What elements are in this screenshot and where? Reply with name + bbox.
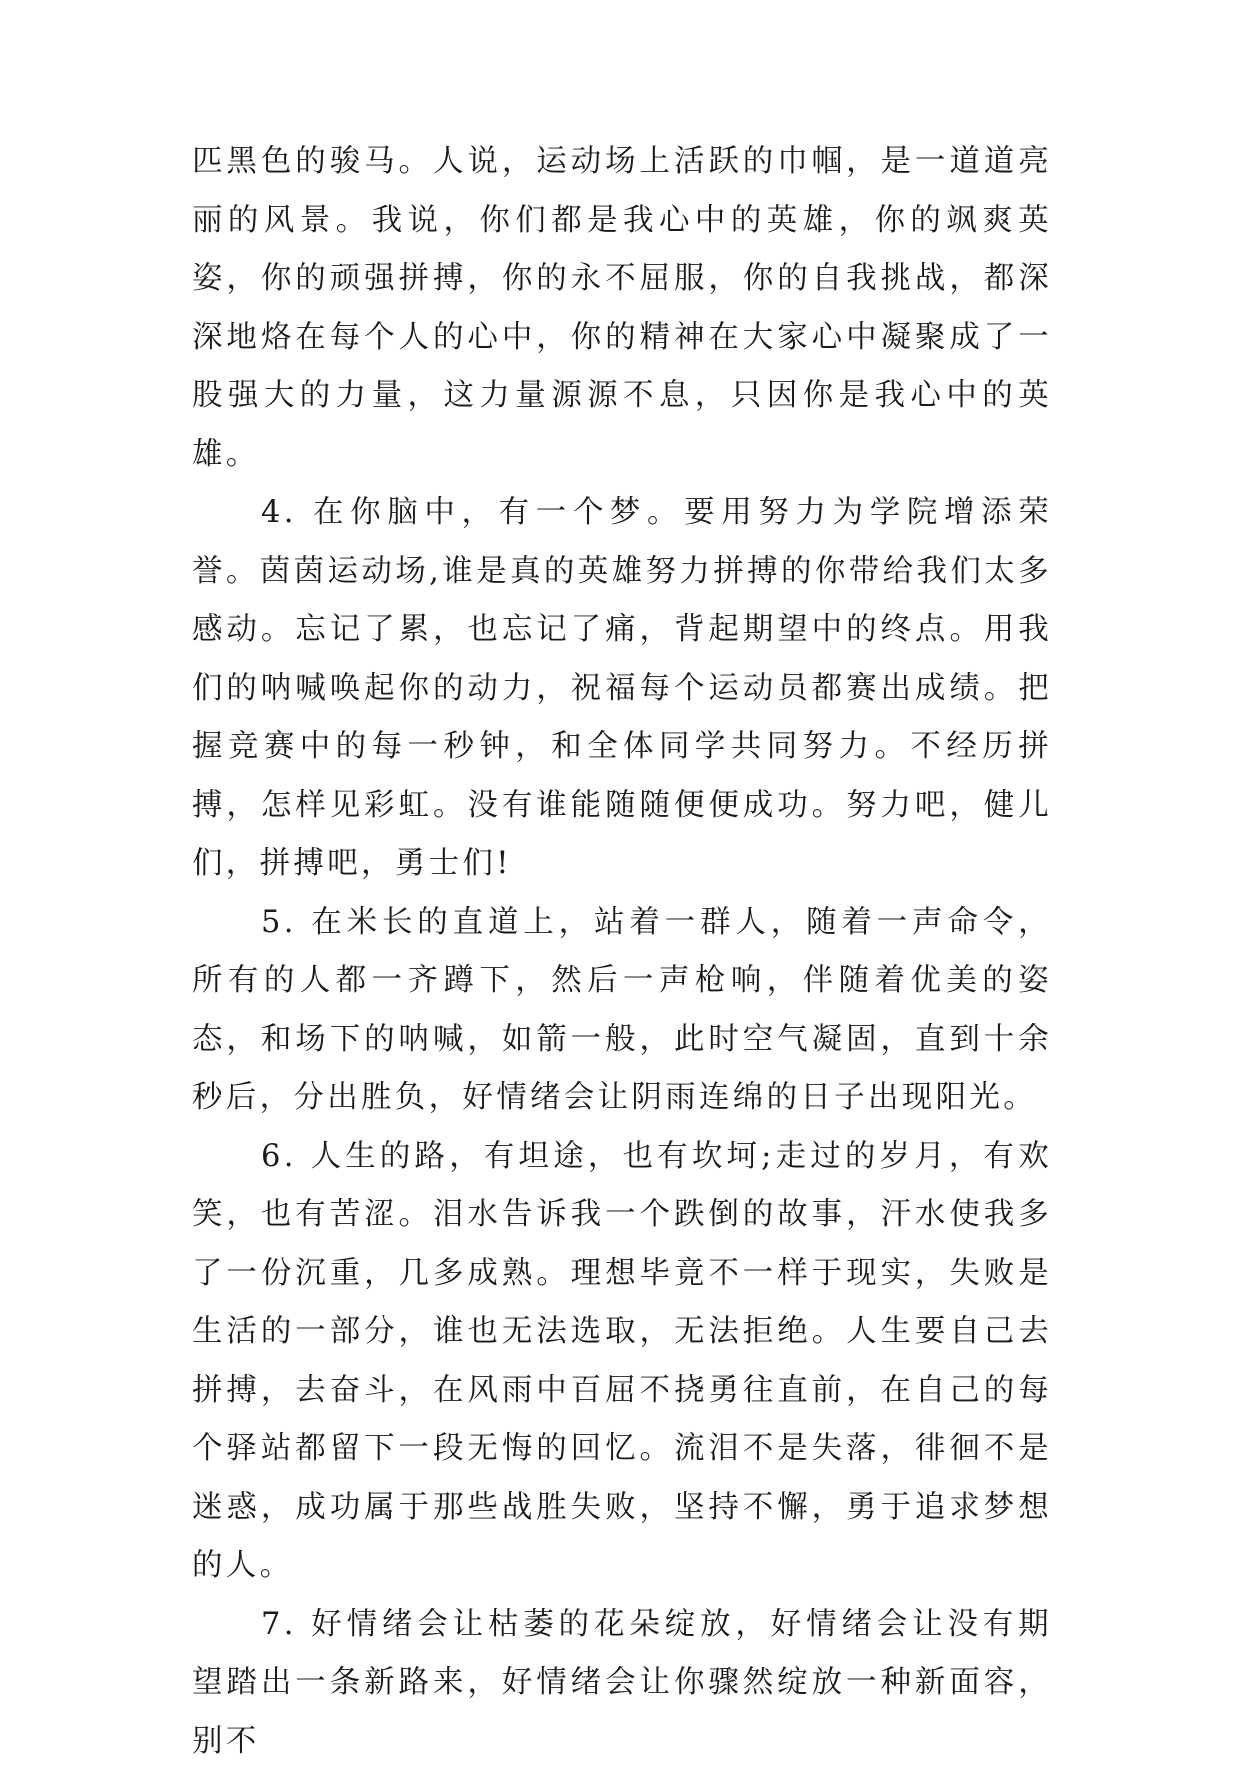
text-line: 没有谁能随随便便成功。努力吧，健儿们，拼搏吧，勇士们! [192, 788, 1052, 882]
text-line: 茵茵运动场,谁是真的英雄努力拼搏的你带给我们太多感动。 [192, 554, 1052, 648]
paragraph-number: 4. [261, 495, 297, 530]
text-line: 的顽强拼搏，你的永不屈服，你的自我挑战，都深深地烙在 [192, 261, 1052, 355]
text-line: 有的人都一齐蹲下，然后一声枪响，伴随着优美的姿态，和 [192, 963, 1052, 1057]
text-line: 唤起你的动力，祝福每个运动员都赛出成绩。把握竞赛中的 [192, 671, 1052, 765]
paragraph-number: 6. [261, 1139, 297, 1174]
numbered-paragraph [192, 484, 1052, 894]
numbered-paragraph [192, 894, 1052, 1128]
text-line: 匹黑色的骏马。人说，运动场上活跃的巾帼，是一道道亮丽 [192, 144, 1052, 238]
numbered-paragraph [192, 1596, 1052, 1771]
text-line: 在你脑中，有一个梦。要用努力为学院增添荣誉。 [192, 495, 1052, 589]
text-line: 那些战胜失败，坚持不懈，勇于追求梦想的人。 [192, 1490, 1052, 1584]
text-line: 量，这力量源源不息，只因你是我心中的英雄。 [192, 378, 1052, 472]
document-body [192, 133, 1052, 1771]
text-line: 部分，谁也无法选取，无法拒绝。人生要自己去拼搏，去奋 [192, 1314, 1052, 1408]
numbered-paragraph [192, 1128, 1052, 1596]
text-line: 沉重，几多成熟。理想毕竟不一样于现实，失败是生活的一 [192, 1256, 1052, 1350]
text-line: 踏出一条新路来，好情绪会让你骤然绽放一种新面容，别不 [192, 1665, 1052, 1759]
text-line: 一段无悔的回忆。流泪不是失落，徘徊不是迷惑，成功属于 [192, 1431, 1052, 1525]
text-line: 忘记了累，也忘记了痛，背起期望中的终点。用我们的呐喊 [192, 612, 1052, 706]
text-line: 场下的呐喊，如箭一般，此时空气凝固，直到十余秒后，分 [192, 1022, 1052, 1116]
continued-paragraph [192, 133, 1052, 484]
paragraph-number: 7. [261, 1607, 297, 1642]
text-line: 人生的路，有坦途，也有坎坷;走过的岁月，有欢笑， [192, 1139, 1052, 1233]
text-line: 也有苦涩。泪水告诉我一个跌倒的故事，汗水使我多了一份 [192, 1197, 1052, 1291]
text-line: 每个人的心中，你的精神在大家心中凝聚成了一股强大的力 [192, 320, 1052, 414]
text-line: 好情绪会让枯萎的花朵绽放，好情绪会让没有期望 [192, 1607, 1052, 1701]
text-line: 每一秒钟，和全体同学共同努力。不经历拼搏，怎样见彩虹。 [192, 729, 1052, 823]
paragraph-number: 5. [261, 905, 297, 940]
text-line: 在米长的直道上，站着一群人，随着一声命令，所 [192, 905, 1052, 999]
text-line: 出胜负，好情绪会让阴雨连绵的日子出现阳光。 [327, 1080, 1037, 1115]
text-line: 的风景。我说，你们都是我心中的英雄，你的飒爽英姿，你 [192, 203, 1052, 297]
text-line: 斗，在风雨中百屈不挠勇往直前，在自己的每个驿站都留下 [192, 1373, 1052, 1467]
